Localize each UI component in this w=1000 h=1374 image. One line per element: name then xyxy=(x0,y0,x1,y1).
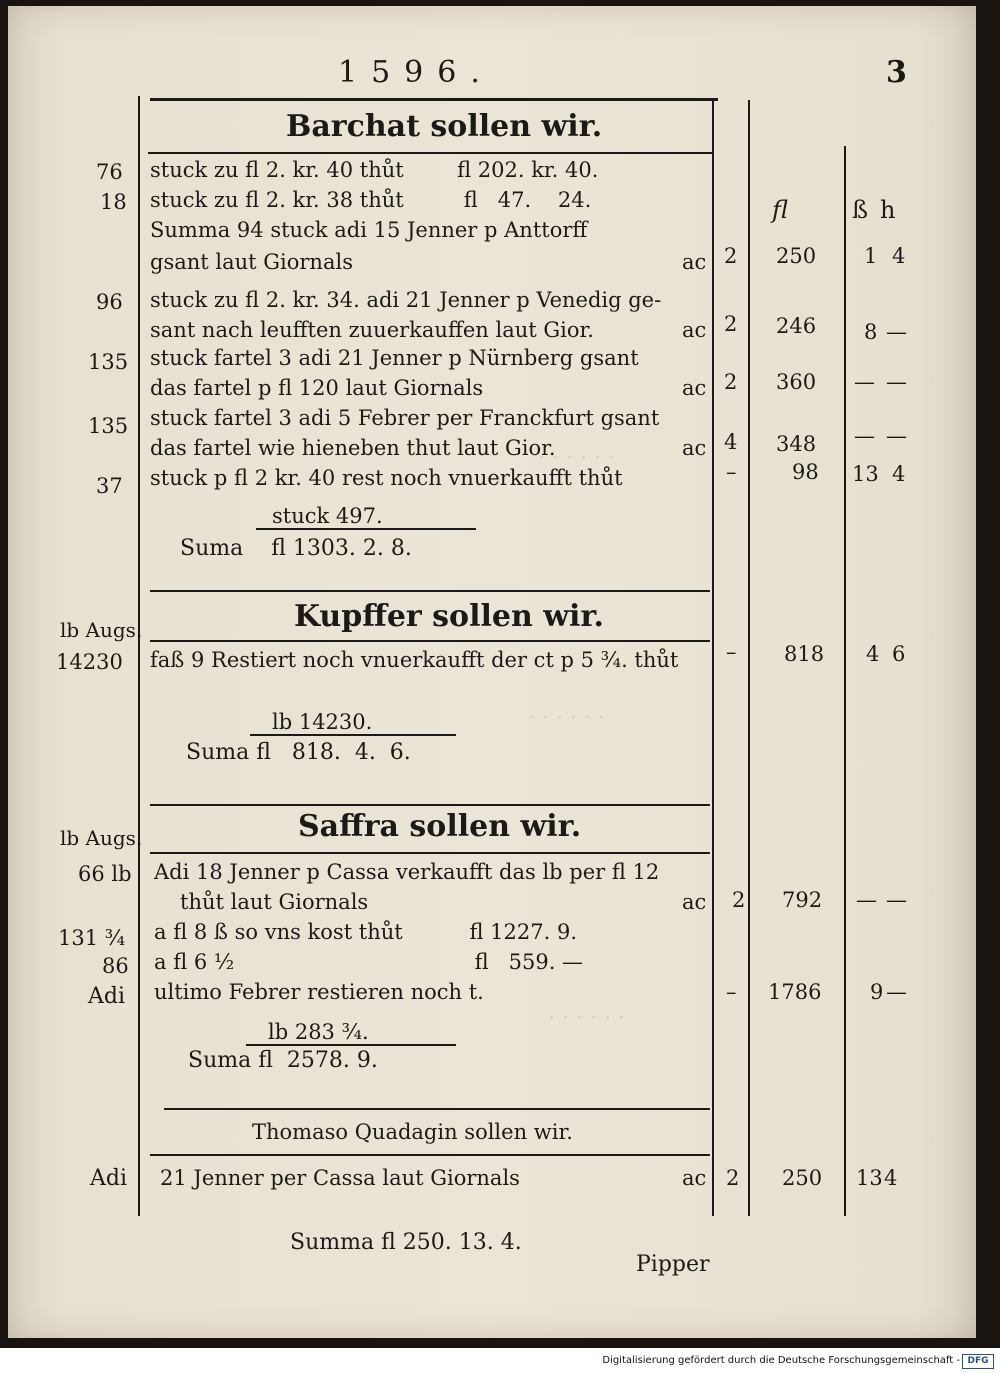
margin-unit-label: lb Augs. xyxy=(60,618,143,642)
page-number: 3 xyxy=(886,55,907,90)
amount-h: 6 xyxy=(892,642,906,666)
folio: 2 xyxy=(724,244,738,268)
ledger-line: das fartel p fl 120 laut Giornals xyxy=(150,376,484,400)
amount-h: — xyxy=(886,424,907,448)
folio: – xyxy=(726,640,737,664)
kupffer-top-rule xyxy=(150,590,710,592)
barchat-title-rule xyxy=(148,152,712,154)
margin-entry: 135 xyxy=(88,350,129,374)
ledger-line: stuck zu fl 2. kr. 34. adi 21 Jenner p Venedig ge- xyxy=(150,288,662,312)
amount-ss: 13 xyxy=(852,462,879,486)
amount-h: — xyxy=(886,370,907,394)
folio: – xyxy=(726,980,737,1004)
amount-ss: — xyxy=(854,424,875,448)
saffra-title-rule xyxy=(150,852,710,854)
section-summa: Summa fl 250. 13. 4. xyxy=(290,1230,522,1255)
ledger-line: thůt laut Giornals xyxy=(180,890,369,914)
section-title-barchat: Barchat sollen wir. xyxy=(286,109,603,144)
amount-fl: 250 xyxy=(782,1166,823,1190)
amount-h: 4 xyxy=(892,244,906,268)
amount-ss: 9 xyxy=(870,980,884,1004)
total-weight: lb 283 ¾. xyxy=(268,1020,369,1044)
amount-h: — xyxy=(886,888,907,912)
ledger-line: Adi 18 Jenner p Cassa verkaufft das lb per fl 12 xyxy=(154,860,660,884)
ledger-line: gsant laut Giornals xyxy=(150,250,353,274)
unit-header-ss: ß xyxy=(852,196,869,224)
amount-fl: 818 xyxy=(784,642,825,666)
folio: 2 xyxy=(724,370,738,394)
section-title-kupffer: Kupffer sollen wir. xyxy=(294,599,604,634)
ledger-line: ultimo Febrer restieren noch t. xyxy=(154,980,484,1004)
paper-sheet: · · · · · · · · · · · · · · · · · · 1596. 3 Barchat sollen wir. fl ß h 76 stuck zu fl 2. kr. 40 thůt fl 202. kr. 40. 18 stuck zu fl 2. kr. 38 thůt fl 47. 24. Summa 94 stuck adi 15 Jenner p Anttorff gsant laut Giornals ac 2 250 1 4 96 stuck zu fl 2. kr. 34. adi 21 Jenner p Venedig ge- sant nach leufften zuuerkauffen laut Gior. ac 2 246 8 — 135 stuck fartel 3 adi 21 Jenner p Nürnberg gsant das fartel p fl 120 laut Giornals ac 2 360 — — 135 stuck fartel 3 adi 5 Febrer per Franckfurt gsant das fartel wie hieneben thut laut Gior. ac 4 348 — — 37 stuck p fl 2 kr. 40 rest noch vnuerkaufft thůt – 98 13 4 stuck 497. Suma fl 1303. 2. 8. lb Augs. Kupffer sollen wir. 14230 faß 9 Restiert noch vnuerkaufft der ct p 5 ¾. thůt – 818 4 6 lb 14230. Suma fl 818. 4. 6. lb Augs. Saffra sollen wir. 66 lb Adi 18 Jenner p Cassa verkaufft das lb per fl 12 thůt laut Giornals ac 2 792 — — 131 ¾ a fl 8 ß so vns kost thůt fl 1227. 9. 86 a fl 6 ½ fl 559. — Adi ultimo Febrer restieren noch t. – 1786 9 — lb 283 ¾. Suma fl 2578. 9. Thomaso Quadagin sollen wir. Adi 21 Jenner per Cassa laut Giornals ac 2 250 13 4 Summa fl 250. 13. 4. Pipper xyxy=(8,6,976,1338)
folio: – xyxy=(726,460,737,484)
ledger-line: das fartel wie hieneben thut laut Gior. xyxy=(150,436,556,460)
top-rule xyxy=(150,98,718,101)
thomaso-top-rule xyxy=(164,1108,710,1110)
margin-entry: Adi xyxy=(88,984,126,1009)
amount-fl: 348 xyxy=(776,432,817,456)
ledger-line: stuck fartel 3 adi 21 Jenner p Nürnberg gsant xyxy=(150,346,639,370)
account-code: ac xyxy=(682,318,707,342)
margin-entry: 131 ¾ xyxy=(58,926,126,950)
margin-entry: 14230 xyxy=(56,650,123,674)
section-title-saffra: Saffra sollen wir. xyxy=(298,809,582,844)
ledger-line: stuck zu fl 2. kr. 38 thůt fl 47. 24. xyxy=(150,188,592,212)
folio: 2 xyxy=(724,312,738,336)
margin-unit-label: lb Augs. xyxy=(60,826,143,850)
account-code: ac xyxy=(682,250,707,274)
total-rule xyxy=(256,528,476,530)
amount-h: — xyxy=(886,980,907,1004)
section-title-thomaso: Thomaso Quadagin sollen wir. xyxy=(252,1120,573,1144)
unit-header-fl: fl xyxy=(772,196,789,224)
amount-fl: 360 xyxy=(776,370,817,394)
ledger-line: a fl 6 ½ fl 559. — xyxy=(154,950,584,974)
amount-fl: 98 xyxy=(792,460,819,484)
dfg-logo: DFG xyxy=(962,1354,994,1369)
folio-col-rule xyxy=(712,100,714,1216)
ledger-line: stuck fartel 3 adi 5 Febrer per Franckfurt gsant xyxy=(150,406,660,430)
amount-h: 4 xyxy=(884,1166,898,1190)
margin-entry: 135 xyxy=(88,414,129,438)
amount-fl: 792 xyxy=(782,888,823,912)
ledger-line: a fl 8 ß so vns kost thůt fl 1227. 9. xyxy=(154,920,578,944)
amount-ss: 8 xyxy=(864,320,878,344)
amount-fl: 1786 xyxy=(768,980,822,1004)
margin-entry: 96 xyxy=(96,290,123,314)
amount-ss: 13 xyxy=(856,1166,883,1190)
page-year: 1596. xyxy=(338,55,494,90)
amount-col-rule xyxy=(748,100,750,1216)
ledger-line: stuck p fl 2 kr. 40 rest noch vnuerkaufft thůt xyxy=(150,466,623,490)
folio: 4 xyxy=(724,430,738,454)
margin-entry: 66 lb xyxy=(78,862,132,886)
unit-header-h: h xyxy=(880,196,896,224)
margin-entry: Adi xyxy=(90,1166,128,1191)
margin-rule xyxy=(138,96,140,1216)
amount-ss: 4 xyxy=(866,642,880,666)
saffra-top-rule xyxy=(150,804,710,806)
footer-bar xyxy=(0,1348,1000,1374)
total-weight: lb 14230. xyxy=(272,710,373,734)
amount-ss: 1 xyxy=(864,244,878,268)
amount-fl: 246 xyxy=(776,314,817,338)
shilling-col-rule xyxy=(844,146,846,1216)
ledger-line: stuck zu fl 2. kr. 40 thůt fl 202. kr. 40. xyxy=(150,158,599,182)
total-pieces: stuck 497. xyxy=(272,504,383,528)
account-code: ac xyxy=(682,436,707,460)
ledger-line: sant nach leufften zuuerkauffen laut Gior. xyxy=(150,318,594,342)
kupffer-title-rule xyxy=(150,640,710,642)
amount-fl: 250 xyxy=(776,244,817,268)
folio: 2 xyxy=(726,1166,740,1190)
thomaso-title-rule xyxy=(150,1154,710,1156)
ledger-line: faß 9 Restiert noch vnuerkaufft der ct p 5 ¾. thůt xyxy=(150,648,679,672)
margin-entry: 37 xyxy=(96,474,123,498)
total-rule xyxy=(246,1044,456,1046)
section-summa: Suma fl 1303. 2. 8. xyxy=(180,536,412,561)
folio: 2 xyxy=(732,888,746,912)
margin-entry: 18 xyxy=(100,190,127,214)
ledger-line: Summa 94 stuck adi 15 Jenner p Anttorff xyxy=(150,218,588,242)
amount-ss: — xyxy=(856,888,877,912)
total-rule xyxy=(250,734,456,736)
account-code: ac xyxy=(682,1166,707,1190)
amount-ss: — xyxy=(854,370,875,394)
ledger-line: 21 Jenner per Cassa laut Giornals xyxy=(160,1166,520,1190)
footer-credit: Digitalisierung gefördert durch die Deutsche Forschungsgemeinschaft - xyxy=(602,1355,960,1366)
amount-h: — xyxy=(886,320,907,344)
margin-entry: 86 xyxy=(102,954,129,978)
amount-h: 4 xyxy=(892,462,906,486)
section-summa: Suma fl 818. 4. 6. xyxy=(186,740,411,765)
catchword: Pipper xyxy=(636,1252,710,1277)
account-code: ac xyxy=(682,376,707,400)
section-summa: Suma fl 2578. 9. xyxy=(188,1048,378,1073)
account-code: ac xyxy=(682,890,707,914)
margin-entry: 76 xyxy=(96,160,123,184)
